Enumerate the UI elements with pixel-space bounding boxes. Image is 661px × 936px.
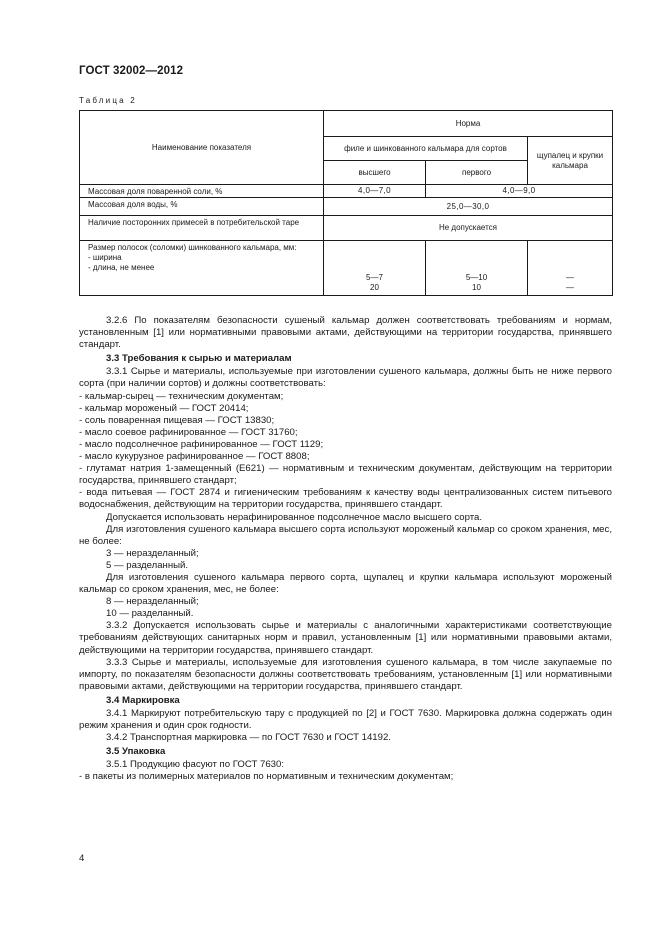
col-header-first: первого [426,161,528,185]
col-header-tentacles: щупалец и крупки кальмара [528,137,613,185]
requirements-table [79,110,613,296]
paragraph-3-3-3: 3.3.3 Сырье и материалы, используемые для изготовления сушеного кальмара, в том числе закупаемые по импорту, по показателям безопасности должны соответствовать требованиям, установленным [1] или нормативными правовыми актами, действующими на территории государства, принявшего стандарт. [79,656,612,692]
list-item: - в пакеты из полимерных материалов по нормативным и техническим документам; [79,771,454,783]
row-water-value: 25,0—30,0 [324,198,613,216]
col-header-norm: Норма [324,111,613,137]
list-item: - масло подсолнечное рафинированное — ГОСТ 1129; [79,438,324,450]
list-item: - соль поваренная пищевая — ГОСТ 13830; [79,414,275,426]
document-code-header: ГОСТ 32002—2012 [79,65,184,77]
paragraph-3-4-2: 3.4.2 Транспортная маркировка — по ГОСТ 7630 и ГОСТ 14192. [106,732,391,744]
list-item: - масло соевое рафинированное — ГОСТ 31760; [79,426,298,438]
page-number: 4 [79,853,85,864]
paragraph-oil-note: Допускается использовать нерафинированное подсолнечное масло высшего сорта. [106,511,483,523]
row-size-length-label: - длина, не менее [88,263,155,272]
list-item: - масло кукурузное рафинированное — ГОСТ 8808; [79,451,310,463]
list-item: 10 — разделанный. [106,608,194,620]
row-salt-first: 4,0—9,0 [426,185,613,198]
col-header-fillet: филе и шинкованного кальмара для сортов [324,137,528,161]
row-size-width-label: - ширина [88,253,122,262]
table-row [80,241,613,296]
row-impurity-name: Наличие посторонних примесей в потребительской таре [80,216,324,241]
list-item: - вода питьевая — ГОСТ 2874 и гигиеническим требованиям к качеству воды централизованных систем питьевого водоснабжения, действующим на территории государства, принявшего стандарт. [79,487,612,511]
section-heading-3-5: 3.5 Упаковка [106,746,166,758]
paragraph-3-3-1: 3.3.1 Сырье и материалы, используемые при изготовлении сушеного кальмара, должны быть не ниже первого сорта (при наличии сортов) и должны соответствовать: [79,366,612,390]
list-item: - кальмар мороженый — ГОСТ 20414; [79,402,249,414]
table-row [80,216,613,241]
row-size-width-tentacles: — [566,273,574,282]
paragraph-3-3-2: 3.3.2 Допускается использовать сырье и материалы с аналогичными характеристиками соответствующие требованиям действующих санитарных норм и правил, установленным [1] или нормативными правовыми актами, действующими на территории государства, принявшего стандарт. [79,620,612,656]
row-water-name: Массовая доля воды, % [80,198,324,216]
row-salt-highest: 4,0—7,0 [324,185,426,198]
list-item: 5 — разделанный. [106,559,189,571]
paragraph-highest-grade: Для изготовления сушеного кальмара высшего сорта используют мороженый кальмар со сроком хранения, мес, не более: [79,523,612,547]
row-size-name: Размер полосок (соломки) шинкованного кальмара, мм: [88,243,297,252]
list-item: - кальмар-сырец — техническим документам; [79,390,284,402]
table-caption: Таблица 2 [79,96,137,105]
list-item: - глутамат натрия 1-замещенный (E621) — нормативным и техническим документам, действующим на территории государства, принявшего стандарт; [79,463,612,487]
table-row [80,185,613,198]
section-heading-3-4: 3.4 Маркировка [106,694,180,706]
row-size-length-highest: 20 [370,283,379,292]
row-size-length-tentacles: — [566,283,574,292]
row-size-width-first: 5—10 [465,273,488,282]
paragraph-3-5-1: 3.5.1 Продукцию фасуют по ГОСТ 7630: [106,759,284,771]
paragraph-first-grade: Для изготовления сушеного кальмара первого сорта, щупалец и крупки кальмара используют мороженый кальмар со сроком хранения, мес, не более: [79,571,612,596]
paragraph-3-4-1: 3.4.1 Маркируют потребительскую тару с продукцией по [2] и ГОСТ 7630. Маркировка должна содержать один режим хранения и один срок годности. [79,708,612,732]
row-size-width-highest: 5—7 [366,273,383,282]
row-salt-name: Массовая доля поваренной соли, % [80,185,324,198]
row-impurity-value: Не допускается [324,216,613,241]
list-item: 3 — неразделанный; [106,547,199,559]
col-header-highest: высшего [324,161,426,185]
section-heading-3-3: 3.3 Требования к сырью и материалам [106,353,292,365]
paragraph-3-2-6: 3.2.6 По показателям безопасности сушеный кальмар должен соответствовать требованиям и нормам, установленным [1] или нормативными правовыми актами, действующими на территории государства, принявшего стандарт. [79,315,612,351]
col-header-indicator: Наименование показателя [80,111,324,185]
list-item: 8 — неразделанный; [106,596,199,608]
document-body [79,315,612,784]
row-size-length-first: 10 [472,283,481,292]
table-row [80,198,613,216]
